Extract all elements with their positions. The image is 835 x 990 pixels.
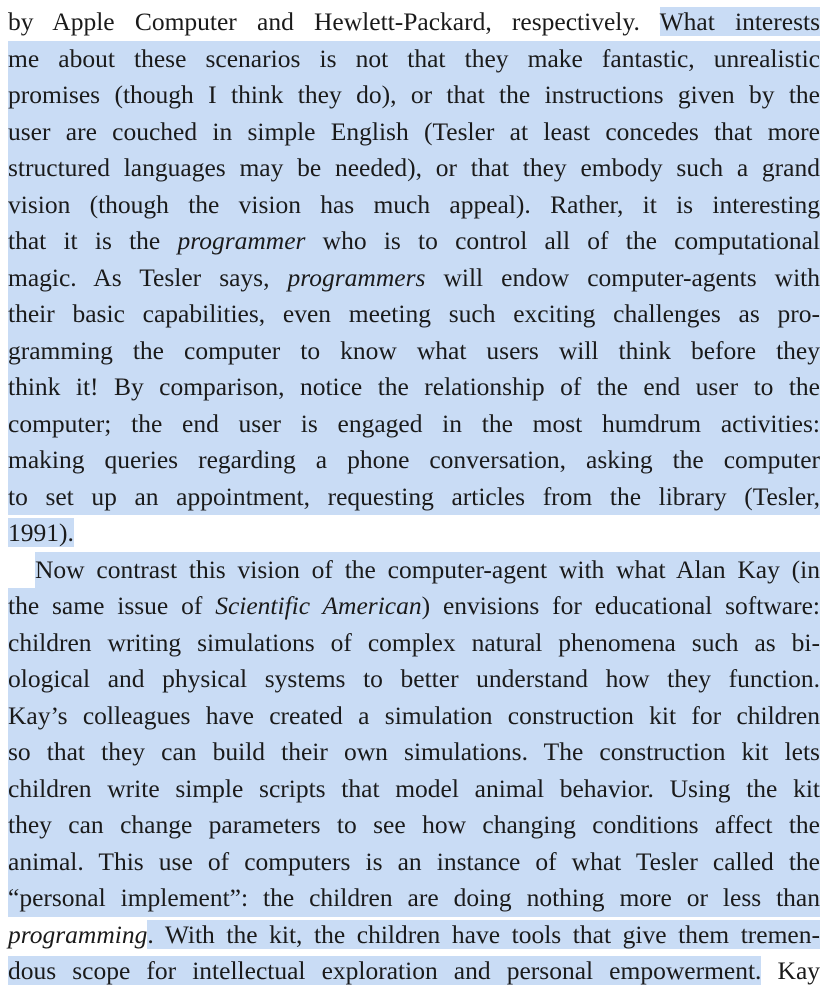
text-line[interactable] [8, 223, 820, 260]
text-line[interactable]: user are couched in simple English (Tesler at least concedes that more [8, 114, 820, 151]
text-segment: that it is the [8, 226, 178, 255]
text-segment: magic. As Tesler says, [8, 262, 288, 292]
italic-term: programmers [287, 262, 426, 292]
unselected-text: by Apple Computer and Hewlett-Packard, respectively. [8, 7, 660, 36]
selected-text[interactable]: dous scope for intellectual exploration and personal empowerment. [8, 956, 762, 985]
unselected-text: Kay [761, 956, 821, 985]
text-segment: will endow computer-agents with [425, 262, 820, 292]
text-line[interactable]: think it! By comparison, notice the relationship of the end user to the [8, 369, 820, 406]
selected-text[interactable]: Now contrast this vision of the computer-agent with what Alan Kay (in [35, 552, 820, 589]
italic-title: Scientific American [215, 591, 422, 620]
text-line[interactable] [8, 260, 820, 297]
text-line[interactable]: structured languages may be needed), or that they embody such a grand [8, 150, 820, 187]
text-line[interactable] [8, 515, 820, 552]
text-line[interactable]: ological and physical systems to better understand how they function. [8, 661, 820, 698]
italic-term: programmer [177, 226, 306, 255]
text-line[interactable]: vision (though the vision has much appeal). Rather, it is interesting [8, 187, 820, 224]
text-line[interactable] [8, 917, 820, 954]
text-line[interactable]: computer; the end user is engaged in the most humdrum activities: [8, 406, 820, 443]
text-line[interactable] [8, 953, 820, 990]
selected-text[interactable]: . With the kit, the children have tools that give them tremen- [147, 919, 820, 949]
text-line[interactable]: children writing simulations of complex natural phenomena such as bi- [8, 625, 820, 662]
text-segment: ) envisions for educational software: [421, 591, 820, 620]
selected-text[interactable]: What interests [659, 7, 820, 36]
text-line[interactable]: making queries regarding a phone conversation, asking the computer [8, 442, 820, 479]
text-line[interactable]: children write simple scripts that model animal behavior. Using the kit [8, 771, 820, 808]
text-line[interactable]: they can change parameters to see how changing conditions affect the [8, 807, 820, 844]
text-line[interactable] [8, 4, 820, 41]
text-line[interactable] [8, 552, 820, 589]
text-line[interactable]: gramming the computer to know what users will think before they [8, 333, 820, 370]
text-line[interactable]: their basic capabilities, even meeting such exciting challenges as pro- [8, 296, 820, 333]
text-line[interactable]: promises (though I think they do), or that the instructions given by the [8, 77, 820, 114]
text-line[interactable]: to set up an appointment, requesting articles from the library (Tesler, [8, 479, 820, 516]
text-line[interactable]: so that they can build their own simulations. The construction kit lets [8, 734, 820, 771]
text-line[interactable]: Kay’s colleagues have created a simulation construction kit for children [8, 698, 820, 735]
text-line[interactable] [8, 588, 820, 625]
text-line[interactable]: me about these scenarios is not that they make fantastic, unrealistic [8, 41, 820, 78]
text-line[interactable]: “personal implement”: the children are doing nothing more or less than [8, 880, 820, 917]
text-segment: the same issue of [8, 591, 216, 620]
selected-text[interactable]: 1991). [8, 518, 74, 547]
text-line[interactable]: animal. This use of computers is an instance of what Tesler called the [8, 844, 820, 881]
italic-term: programming [8, 919, 148, 949]
text-segment: who is to control all of the computational [305, 226, 820, 255]
